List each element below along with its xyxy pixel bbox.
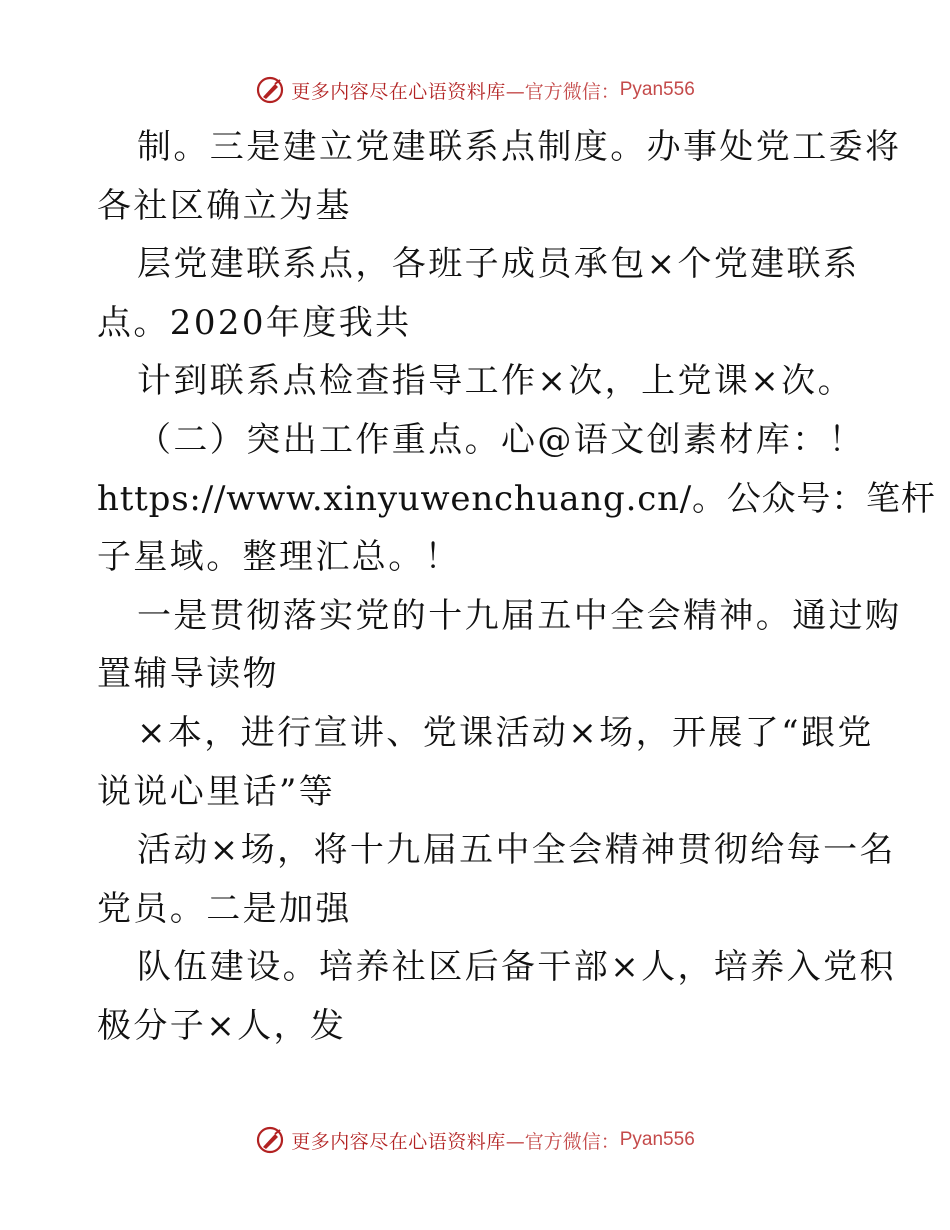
text-line: 极分子×人，发 (97, 1005, 347, 1046)
text-line: 层党建联系点，各班子成员承包×个党建联系 (137, 244, 860, 285)
document-body (97, 118, 936, 1056)
text-line: （二）突出工作重点。心@语文创素材库：！ (137, 419, 865, 460)
quill-logo-icon (255, 75, 285, 105)
text-line: 置辅导读物 (97, 654, 279, 695)
watermark-site-text: 更多内容尽在心语资料库 (291, 80, 506, 103)
text-line: 子星域。整理汇总。！ (97, 537, 461, 578)
text-line: 各社区确立为基 (97, 185, 352, 226)
quill-logo-icon (255, 1125, 285, 1155)
footer-watermark (0, 1120, 950, 1160)
text-line: 一是贯彻落实党的十九届五中全会精神。通过购 (137, 595, 902, 636)
text-line: 点。2020年度我共 (97, 302, 412, 343)
text-line: 党员。二是加强 (97, 888, 352, 929)
watermark-wechat-id: Pyan556 (619, 79, 695, 100)
watermark-wechat-label: —官方微信： (505, 1130, 620, 1153)
watermark-wechat-label: —官方微信： (505, 80, 620, 103)
text-line: ×本，进行宣讲、党课活动×场，开展了“跟党 (137, 712, 874, 753)
text-line: 制。三是建立党建联系点制度。办事处党工委将 (137, 127, 902, 167)
text-line: 计到联系点检查指导工作×次，上党课×次。 (137, 361, 854, 402)
watermark-site-text: 更多内容尽在心语资料库 (291, 1130, 506, 1153)
header-watermark (0, 70, 950, 110)
text-line: https://www.xinyuwenchuang.cn/。公众号：笔杆 (97, 478, 936, 519)
text-line: 说说心里话”等 (97, 771, 336, 812)
text-line: 活动×场，将十九届五中全会精神贯彻给每一名 (137, 830, 896, 871)
watermark-wechat-id: Pyan556 (619, 1129, 695, 1150)
text-line: 队伍建设。培养社区后备干部×人，培养入党积 (137, 947, 896, 988)
